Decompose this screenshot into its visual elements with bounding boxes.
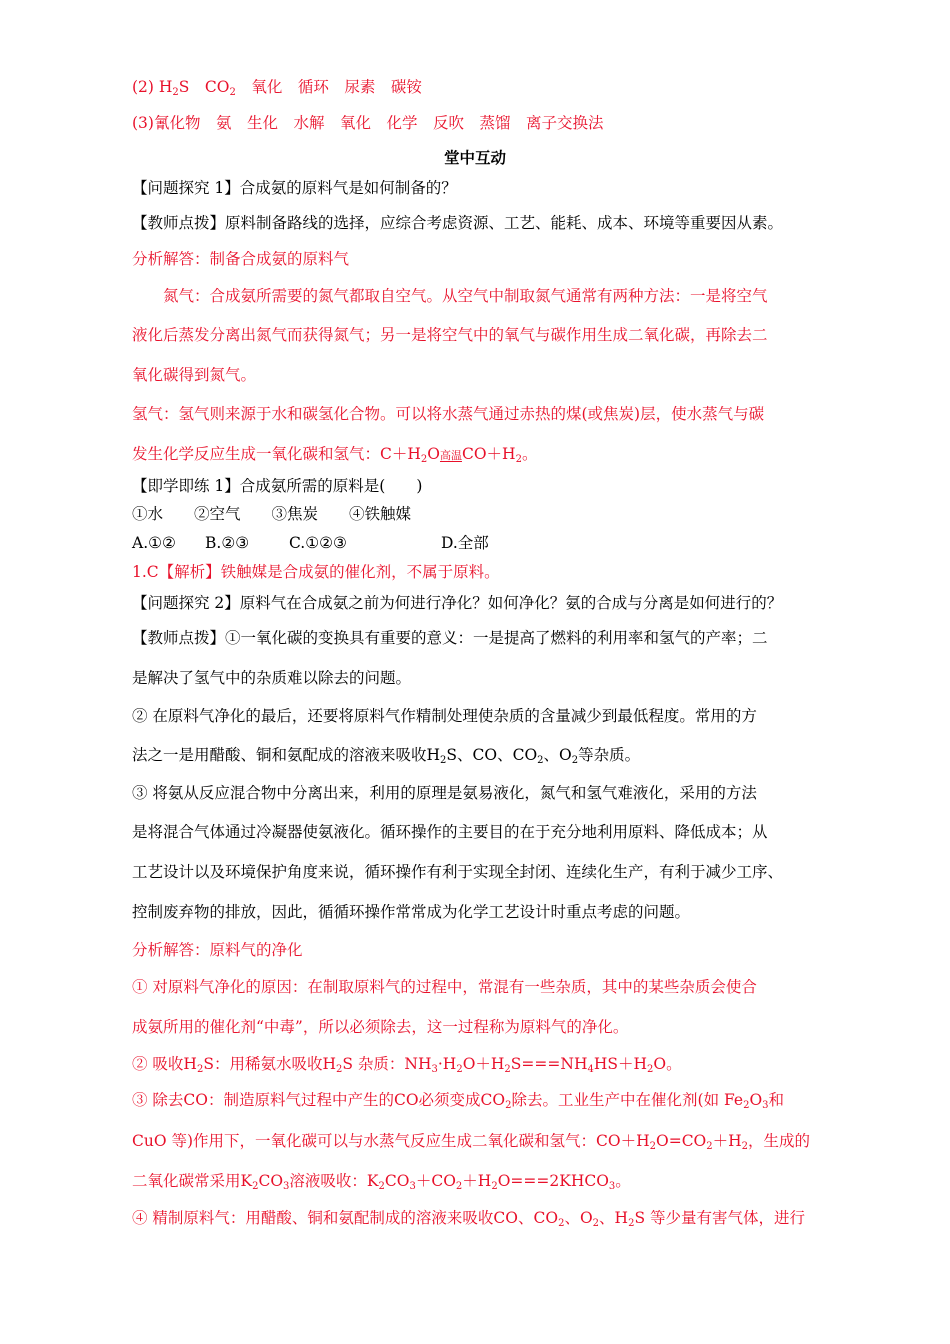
remove-co-line-2: CuO 等)作用下，一氧化碳可以与水蒸气反应生成二氧化碳和氢气：$CO+H_2O=CO_2+H_2$，生成的 [132,1132,811,1152]
question-2: 【问题探究 2】原料气在合成氨之前为何进行净化？如何净化？氨的合成与分离是如何进行的？ [132,594,783,612]
teacher-tip-2-line-3: ② 在原料气净化的最后，还要将原料气作精制处理使杂质的含量减少到最低程度。常用的方 [132,707,757,725]
reaction-condition: 高温 [439,449,462,462]
refine-gas-line: ④ 精制原料气：用醋酸、铜和氨配制成的溶液来吸收CO、$CO_2$、$O_2$、$H_2S$ 等少量有害气体，进行 [132,1209,805,1229]
remove-co-line-3: 二氧化碳常采用$K_2CO_3$溶液吸收：$K_2CO_3+CO_2+H_2O===2KHCO_3$。 [132,1172,631,1192]
analysis-heading-2: 分析解答：原料气的净化 [132,941,303,959]
nitrogen-paragraph-line-1: 氮气：合成氨所需要的氮气都取自空气。从空气中制取氮气通常有两种方法：一是将空气 [163,287,768,305]
nitrogen-paragraph-line-3: 氧化碳得到氮气。 [132,366,257,384]
teacher-tip-2-line-4: 法之一是用醋酸、铜和氨配成的溶液来吸收$H_2S$、CO、$CO_2$、$O_2$等杂质。 [132,746,641,766]
teacher-tip-2-line-2: 是解决了氢气中的杂质难以除去的问题。 [132,669,412,687]
teacher-tip-2-line-8: 控制废弃物的排放，因此，循循环操作常常成为化学工艺设计时重点考虑的问题。 [132,903,691,921]
option-b: B.②③ [205,534,250,552]
teacher-tip-2-line-1: 【教师点拨】①一氧化碳的变换具有重要的意义：一是提高了燃料的利用率和氢气的产率；二 [132,629,768,647]
question-1: 【问题探究 1】合成氨的原料气是如何制备的？ [132,179,457,197]
practice-1-items: ①水 ②空气 ③焦炭 ④铁触媒 [132,505,412,523]
teacher-tip-2-line-5: ③ 将氨从反应混合物中分离出来，利用的原理是氨易液化，氮气和氢气难液化，采用的方法 [132,784,757,802]
teacher-tip-2-line-6: 是将混合气体通过冷凝器使氨液化。循环操作的主要目的在于充分地利用原料、降低成本；从 [132,823,768,841]
nitrogen-paragraph-line-2: 液化后蒸发分离出氮气而获得氮气；另一是将空气中的氧气与碳作用生成二氧化碳，再除去二 [132,326,768,344]
option-d: D.全部 [441,534,489,552]
analysis-heading-1: 分析解答：制备合成氨的原料气 [132,250,350,268]
absorb-h2s-line: ② 吸收$H_2S$：用稀氨水吸收$H_2S$ 杂质：$NH_3\cdot H_2O+H_2S===NH_4HS+H_2O$。 [132,1055,682,1075]
practice-1-answer: 1.C【解析】铁触媒是合成氨的催化剂，不属于原料。 [132,563,500,581]
purification-reason-line-1: ① 对原料气净化的原因：在制取原料气的过程中，常混有一些杂质，其中的某些杂质会使合 [132,978,757,996]
hydrogen-paragraph-line-1: 氢气：氢气则来源于水和碳氢化合物。可以将水蒸气通过赤热的煤(或焦炭)层，使水蒸气与碳 [132,405,765,423]
section-title: 堂中互动 [443,148,506,167]
teacher-tip-1: 【教师点拨】原料制备路线的选择，应综合考虑资源、工艺、能耗、成本、环境等重要因从素。 [132,214,784,232]
answer-line-2: (2) $H_2S$ $CO_2$ 氧化 循环 尿素 碳铵 [132,78,422,98]
option-a: A.①② [132,534,176,552]
hydrogen-paragraph-line-2: 发生化学反应生成一氧化碳和氢气：$C+H_2O$高温$CO+H_2$。 [132,445,538,465]
answer-line-3: (3)氰化物 氨 生化 水解 氧化 化学 反吹 蒸馏 离子交换法 [132,114,604,132]
practice-1-options [132,533,489,553]
purification-reason-line-2: 成氨所用的催化剂“中毒”，所以必须除去，这一过程称为原料气的净化。 [132,1018,629,1036]
remove-co-line-1: ③ 除去CO：制造原料气过程中产生的CO必须变成$CO_2$除去。工业生产中在催化剂(如 $Fe_2O_3$和 [132,1091,785,1111]
option-c: C.①②③ [289,534,347,552]
practice-1: 【即学即练 1】合成氨所需的原料是( ) [132,477,423,495]
teacher-tip-2-line-7: 工艺设计以及环境保护角度来说，循环操作有利于实现全封闭、连续化生产，有利于减少工序、 [132,863,784,881]
